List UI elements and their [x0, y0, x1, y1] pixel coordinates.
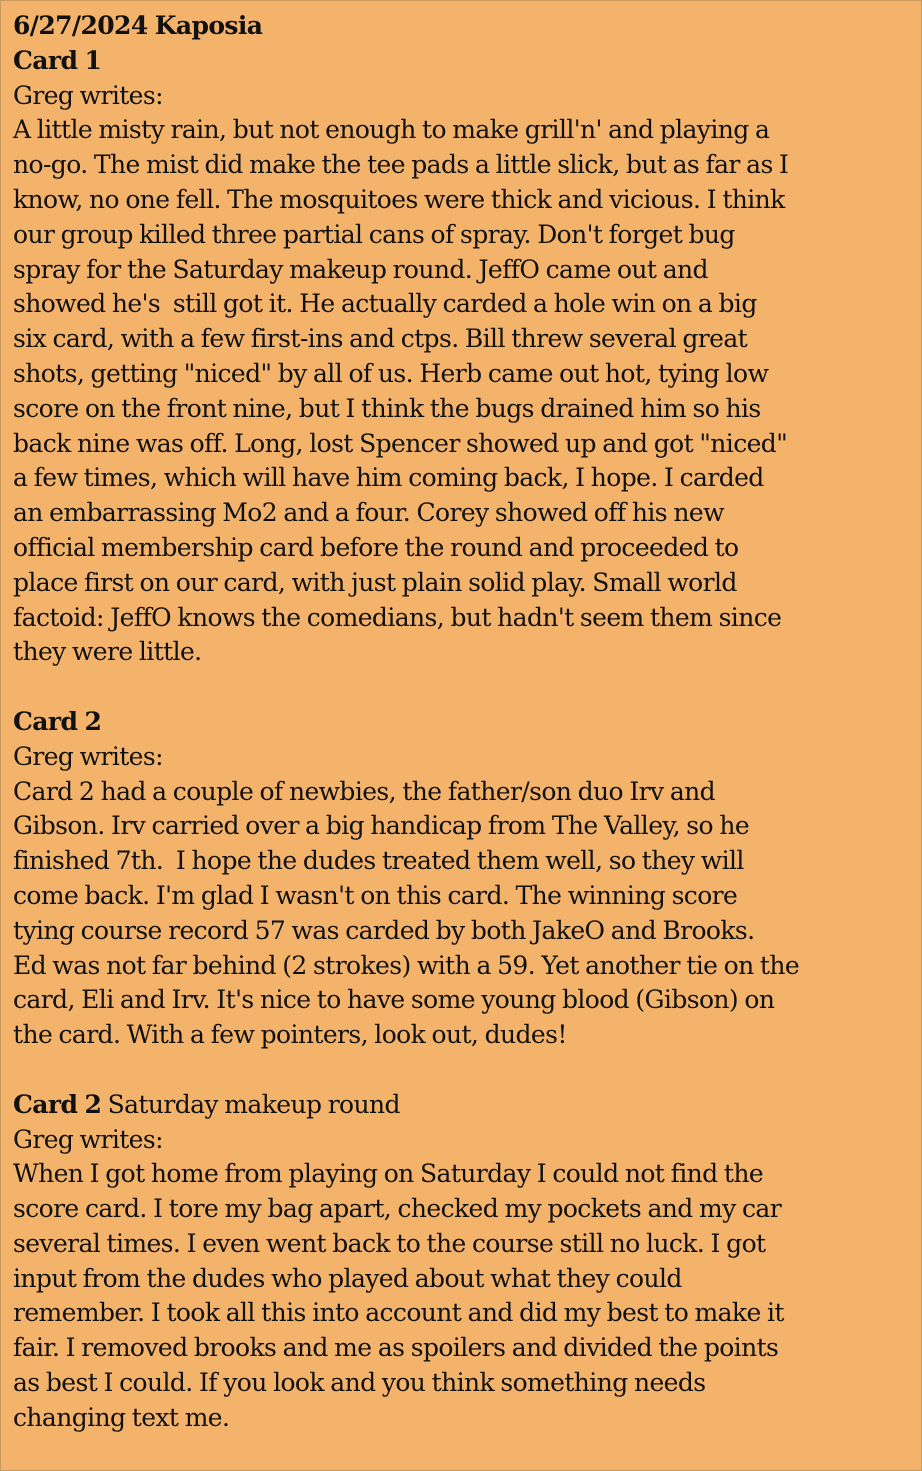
body-text-line: no-go. The mist did make the tee pads a little slick, but as far as I: [13, 150, 789, 180]
body-text-line: input from the dudes who played about what they could: [13, 1263, 682, 1293]
page-title: 6/27/2024 Kaposia: [13, 11, 263, 40]
body-text-line: tying course record 57 was carded by both JakeO and Brooks.: [13, 915, 755, 945]
section-heading-label: Card 2: [13, 706, 102, 736]
sections-container: [13, 44, 909, 1436]
body-text-line: remember. I took all this into account and did my best to make it: [13, 1298, 784, 1328]
body-text-line: a few times, which will have him coming back, I hope. I carded: [13, 463, 764, 493]
author-line: Greg writes:: [13, 1124, 163, 1154]
body-text-line: finished 7th. I hope the dudes treated them well, so they will: [13, 846, 744, 876]
body-text-line: come back. I'm glad I wasn't on this card. The winning score: [13, 880, 738, 910]
body-text-line: When I got home from playing on Saturday I could not find the: [13, 1159, 764, 1189]
body-text-line: card, Eli and Irv. It's nice to have some young blood (Gibson) on: [13, 985, 775, 1015]
section-heading-label: Card 1: [13, 45, 102, 75]
body-text-line: back nine was off. Long, lost Spencer showed up and got "niced": [13, 428, 788, 458]
body-text-line: know, no one fell. The mosquitoes were thick and vicious. I think: [13, 184, 785, 214]
body-text-line: the card. With a few pointers, look out, dudes!: [13, 1020, 567, 1050]
body-text-line: Gibson. Irv carried over a big handicap from The Valley, so he: [13, 811, 750, 841]
author-line: Greg writes:: [13, 741, 163, 771]
card-section: [13, 705, 909, 1053]
section-subheading: Saturday makeup round: [101, 1089, 400, 1119]
body-text-line: Ed was not far behind (2 strokes) with a 59. Yet another tie on the: [13, 950, 800, 980]
body-text-line: an embarrassing Mo2 and a four. Corey showed off his new: [13, 498, 724, 528]
section-spacer: [13, 1053, 909, 1088]
body-text-line: showed he's still got it. He actually carded a hole win on a big: [13, 289, 757, 319]
body-text-line: changing text me.: [13, 1402, 230, 1432]
author-line: Greg writes:: [13, 80, 163, 110]
body-text-line: they were little.: [13, 637, 202, 667]
body-text-line: Card 2 had a couple of newbies, the father/son duo Irv and: [13, 776, 716, 806]
card-section: [13, 44, 909, 670]
section-heading-label: Card 2: [13, 1089, 102, 1119]
body-text-line: fair. I removed brooks and me as spoilers and divided the points: [13, 1333, 779, 1363]
body-text-line: score card. I tore my bag apart, checked my pockets and my car: [13, 1194, 782, 1224]
body-text-line: shots, getting "niced" by all of us. Herb came out hot, tying low: [13, 358, 769, 388]
body-text-line: score on the front nine, but I think the bugs drained him so his: [13, 393, 761, 423]
card-section: [13, 1088, 909, 1436]
body-text-line: place first on our card, with just plain solid play. Small world: [13, 567, 737, 597]
body-text-line: several times. I even went back to the course still no luck. I got: [13, 1228, 766, 1258]
section-heading: [13, 705, 909, 740]
body-text-line: official membership card before the round and proceeded to: [13, 532, 739, 562]
body-text-line: spray for the Saturday makeup round. JeffO came out and: [13, 254, 708, 284]
section-spacer: [13, 670, 909, 705]
body-text-line: factoid: JeffO knows the comedians, but hadn't seem them since: [13, 602, 782, 632]
body-text-line: A little misty rain, but not enough to make grill'n' and playing a: [13, 115, 770, 145]
body-text-line: as best I could. If you look and you think something needs: [13, 1368, 706, 1398]
section-heading: [13, 1088, 909, 1123]
body-text-line: our group killed three partial cans of spray. Don't forget bug: [13, 219, 735, 249]
body-text-line: six card, with a few first-ins and ctps. Bill threw several great: [13, 324, 748, 354]
section-heading: [13, 44, 909, 79]
